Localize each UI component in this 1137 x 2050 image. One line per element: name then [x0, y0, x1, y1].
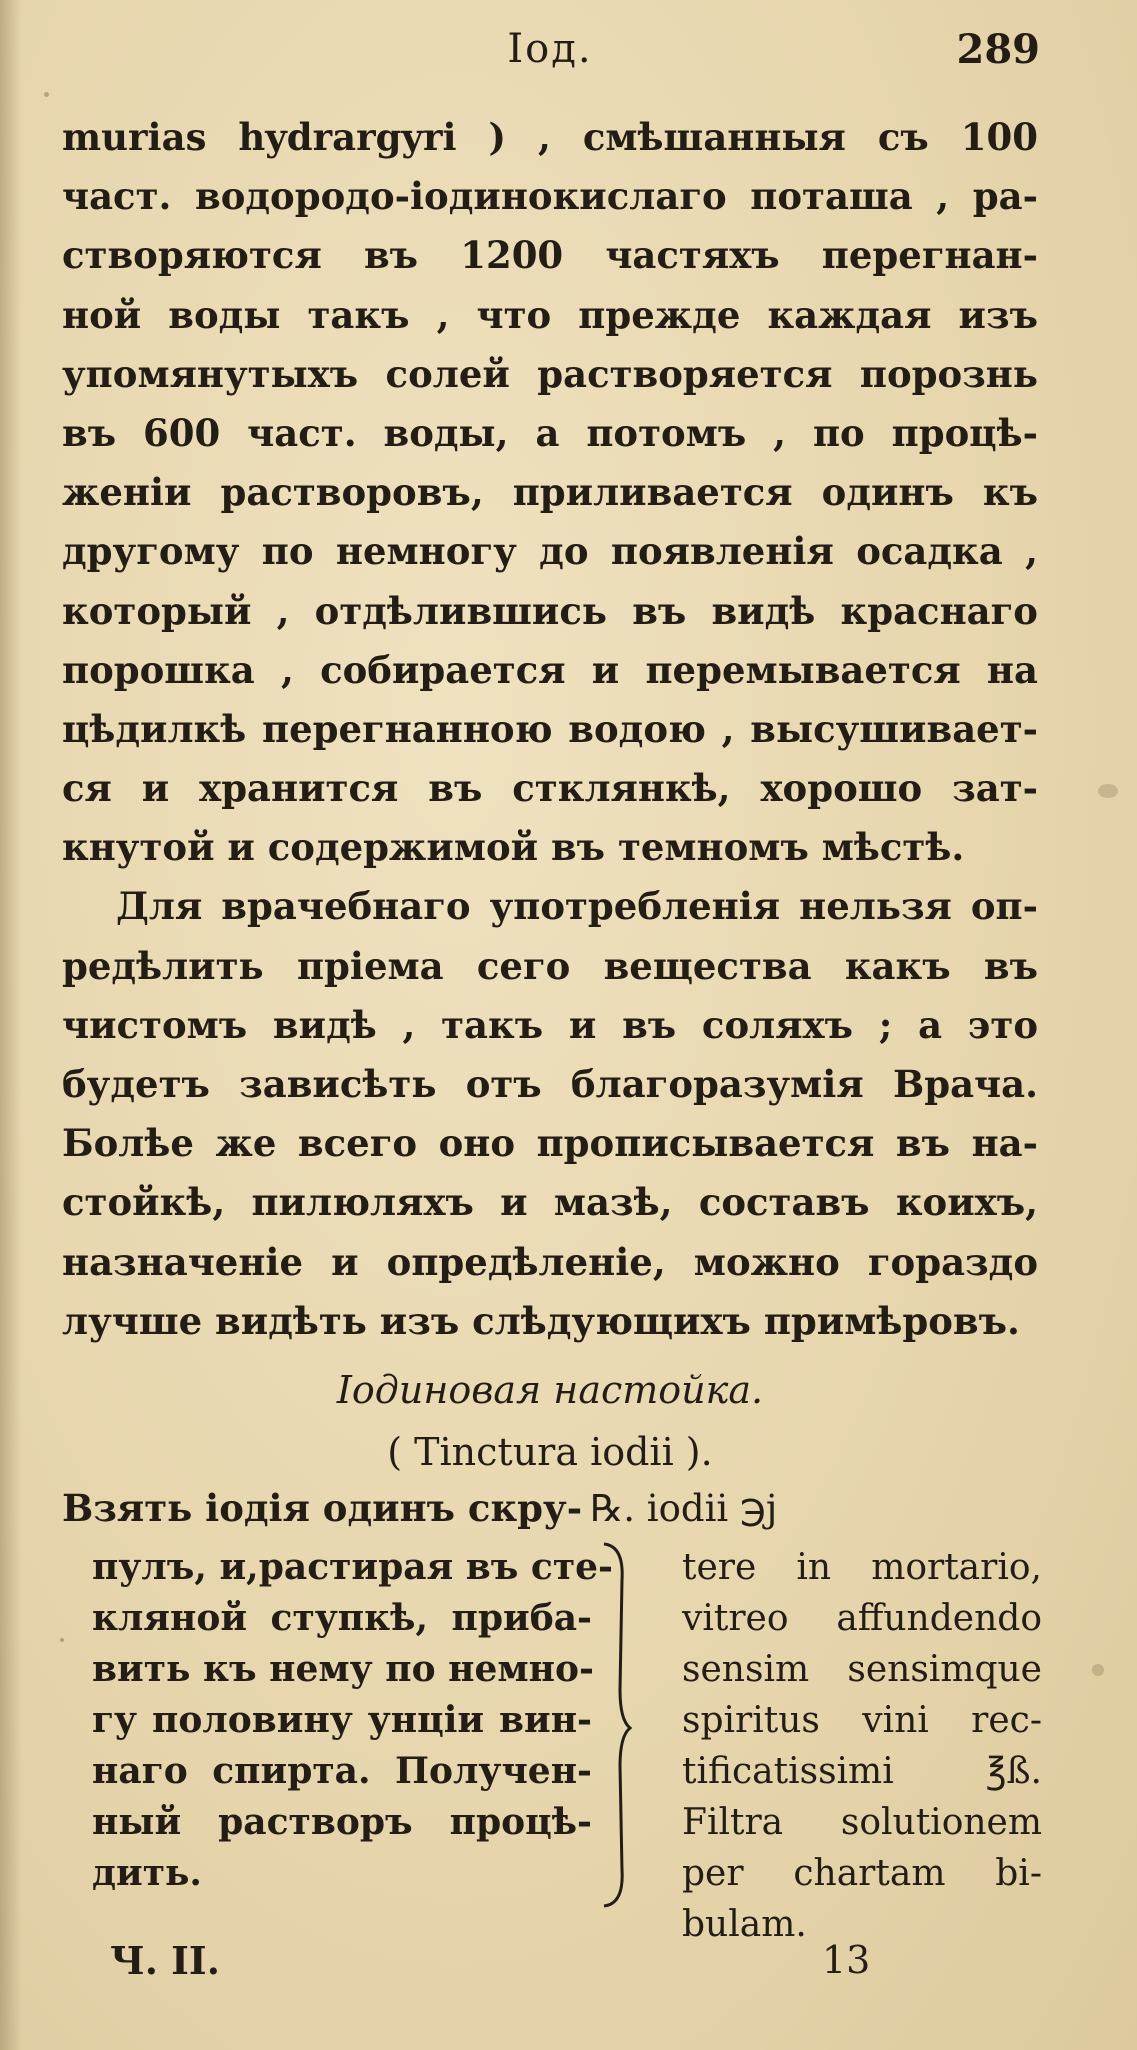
recipe-latin-line: vitreo affundendo: [682, 1598, 1042, 1639]
text-line: лучше видѣть изъ слѣдующихъ примѣровъ.: [62, 1298, 1020, 1343]
recipe-latin-line: tere in mortario,: [682, 1547, 1042, 1588]
paper-speck: [44, 92, 49, 97]
sheet-number: 13: [822, 1938, 871, 1982]
recipe-russian-line: гу половину унціи вин-: [92, 1699, 592, 1741]
text-line: женіи растворовъ, приливается одинъ къ: [62, 470, 1038, 515]
recipe-first-line-latin: ℞. iodii ℈j: [590, 1487, 778, 1530]
text-line: стойкѣ, пилюляхъ и мазѣ, составъ коихъ,: [62, 1180, 1038, 1225]
recipe-latin-line: spiritus vini rec-: [682, 1700, 1042, 1741]
curly-brace-divider: [598, 1540, 634, 1910]
recipe-russian-line: пулъ, и,растирая въ сте-: [92, 1546, 613, 1588]
recipe-russian-line: наго спирта. Получен-: [92, 1750, 592, 1792]
page-header: [60, 22, 1040, 82]
recipe-russian-line: дить.: [92, 1852, 202, 1894]
recipe-latin-column: [682, 1542, 1042, 1950]
text-line: будетъ зависѣть отъ благоразумія Врача.: [62, 1062, 1038, 1106]
recipe-latin-line: sensim sensimque: [682, 1649, 1042, 1690]
text-line: редѣлить пріема сего вещества какъ въ: [62, 943, 1038, 988]
text-line: ной воды такъ , что прежде каждая изъ: [62, 292, 1038, 337]
text-line: назначеніе и опредѣленіе, можно гораздо: [62, 1239, 1038, 1284]
recipe-latin-line: tificatissimi ℥ß.: [682, 1751, 1042, 1792]
recipe-latin-title: ( Tinctura iodii ).: [387, 1430, 713, 1474]
text-line: створяются въ 1200 частяхъ перегнан-: [62, 233, 1038, 278]
text-line: murias hydrargyri ) , смѣшанныя съ 100: [62, 115, 1038, 159]
text-line: част. водородо-іодинокислаго поташа , ра-: [62, 174, 1038, 219]
running-head: Іод.: [507, 26, 593, 72]
recipe-latin-line: bulam.: [682, 1904, 807, 1945]
recipe-first-line-russian: Взять іодія одинъ скру-: [62, 1486, 583, 1530]
text-line: кнутой и содержимой въ темномъ мѣстѣ.: [62, 825, 965, 870]
recipe-first-line: [62, 1486, 778, 1530]
recipe-latin-line: Filtra solutionem: [682, 1802, 1042, 1843]
text-line: ся и хранится въ стклянкѣ, хорошо зат-: [62, 766, 1038, 811]
recipe-russian-line: ный растворъ процѣ-: [92, 1801, 592, 1843]
spine-shadow: [0, 0, 22, 2050]
recipe-russian-line: кляной ступкѣ, приба-: [92, 1597, 592, 1639]
page-number: 289: [956, 26, 1040, 73]
signature-mark: Ч. II.: [110, 1938, 220, 1983]
paper-speck: [1092, 1664, 1104, 1676]
text-line: упомянутыхъ солей растворяется порознь: [62, 351, 1038, 396]
recipe-title: Іодиновая настойка.: [336, 1368, 764, 1412]
page-footer: [110, 1938, 1030, 1988]
text-line: порошка , собирается и перемывается на: [62, 647, 1038, 692]
text-line: Для врачебнаго употребленія нельзя оп-: [116, 884, 1038, 929]
main-text: [62, 108, 1038, 1351]
text-line: цѣдилкѣ перегнанною водою , высушивает-: [62, 706, 1038, 751]
text-line: чистомъ видѣ , такъ и въ соляхъ ; а это: [62, 1002, 1038, 1047]
recipe-russian-line: вить къ нему по немно-: [92, 1648, 594, 1690]
paper-speck: [60, 1638, 64, 1642]
recipe-latin-line: per chartam bi-: [682, 1853, 1042, 1894]
text-line: который , отдѣлившись въ видѣ краснаго: [62, 588, 1038, 633]
recipe-russian-column: [92, 1542, 613, 1899]
text-line: другому по немногу до появленія осадка ,: [62, 529, 1038, 574]
text-line: Болѣе же всего оно прописывается въ на-: [62, 1121, 1038, 1166]
text-line: въ 600 част. воды, а потомъ , по процѣ-: [62, 410, 1038, 455]
paper-speck: [1098, 784, 1118, 798]
